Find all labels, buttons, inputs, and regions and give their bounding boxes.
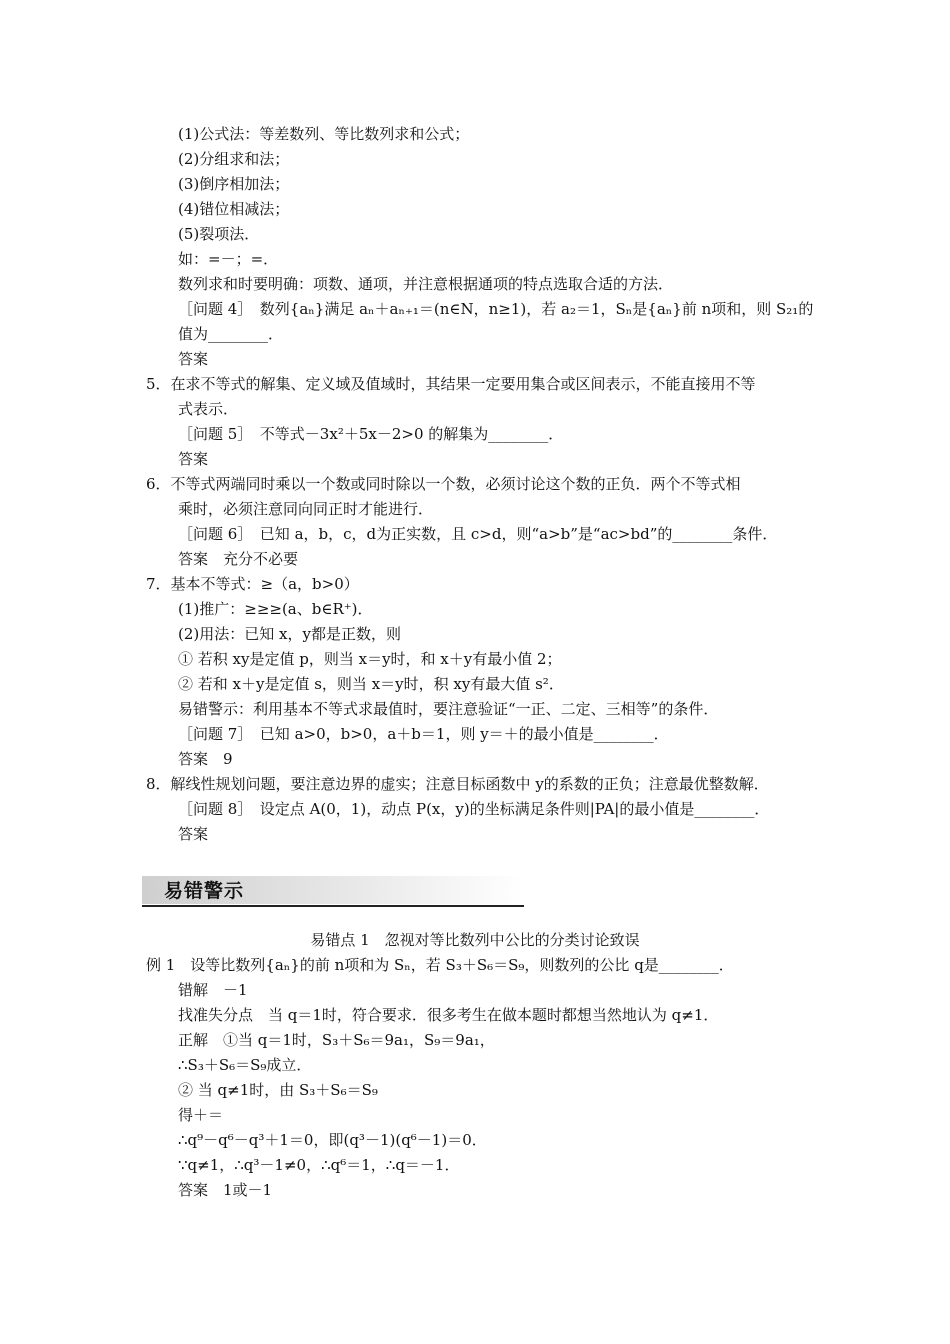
text-line: 式表示．: [178, 400, 239, 418]
text-line: ∴S₃＋S₆＝S₉成立．: [178, 1056, 312, 1074]
text-line: (2)分组求和法；: [178, 150, 290, 168]
text-line: (3)倒序相加法；: [178, 175, 290, 193]
text-line: ① 若积 xy是定值 p，则当 x＝y时，和 x＋y有最小值 2；: [178, 650, 562, 668]
answer-label: 答案: [178, 350, 209, 368]
question-7: ［问题 7］ 已知 a>0，b>0，a＋b＝1，则 y＝＋的最小值是________．: [178, 725, 669, 743]
item-5: 5．在求不等式的解集、定义域及值域时，其结果一定要用集合或区间表示，不能直接用不等: [146, 375, 756, 393]
text-line: 易错警示：利用基本不等式求最值时，要注意验证“一正、二定、三相等”的条件．: [178, 700, 719, 718]
answer-label: 答案: [178, 450, 209, 468]
item-7: 7．基本不等式：≥（a，b>0）: [146, 575, 359, 593]
text-line: 正解 ①当 q＝1时，S₃＋S₆＝9a₁，S₉＝9a₁，: [178, 1031, 495, 1049]
text-line: ∵q≠1，∴q³－1≠0，∴q⁶＝1，∴q＝－1．: [178, 1156, 460, 1174]
answer-label: 答案 1或－1: [178, 1181, 273, 1199]
question-4: ［问题 4］ 数列{aₙ}满足 aₙ＋aₙ₊₁＝(n∈N，n≥1)，若 a₂＝1，Sₙ是{aₙ}前 n项和，则 S₂₁的: [178, 300, 814, 318]
text-line: 如：=－；=．: [178, 250, 279, 268]
answer-label: 答案 9: [178, 750, 233, 768]
example-1: 例 1 设等比数列{aₙ}的前 n项和为 Sₙ，若 S₃＋S₆＝S₉，则数列的公比 q是________．: [146, 956, 734, 974]
text-line: 数列求和时要明确：项数、通项，并注意根据通项的特点选取合适的方法．: [178, 275, 674, 293]
text-line: 找准失分点 当 q＝1时，符合要求．很多考生在做本题时都想当然地认为 q≠1．: [178, 1006, 719, 1024]
answer-label: 答案: [178, 825, 209, 843]
text-line: (5)裂项法．: [178, 225, 260, 243]
item-8: 8．解线性规划问题，要注意边界的虚实；注意目标函数中 y的系数的正负；注意最优整数解．: [146, 775, 769, 793]
answer-label: 答案 充分不必要: [178, 550, 299, 568]
text-line: (1)推广：≥≥≥(a、b∈R⁺)．: [178, 600, 373, 618]
text-line: (1)公式法：等差数列、等比数列求和公式；: [178, 125, 470, 143]
text-line: 乘时，必须注意同向同正时才能进行．: [178, 500, 434, 518]
text-line: ② 若和 x＋y是定值 s，则当 x＝y时，积 xy有最大值 s²．: [178, 675, 564, 693]
text-line: 错解 －1: [178, 981, 248, 999]
section-heading-rule: [142, 905, 524, 907]
question-5: ［问题 5］ 不等式－3x²＋5x－2>0 的解集为________．: [178, 425, 564, 443]
text-line: ∴q⁹－q⁶－q³＋1＝0，即(q³－1)(q⁶－1)＝0．: [178, 1131, 487, 1149]
text-line: 得＋＝: [178, 1106, 224, 1124]
question-8: ［问题 8］ 设定点 A(0，1)，动点 P(x，y)的坐标满足条件则|PA|的最小值是________．: [178, 800, 770, 818]
item-6: 6．不等式两端同时乘以一个数或同时除以一个数，必须讨论这个数的正负．两个不等式相: [146, 475, 741, 493]
section-title: 易错警示: [164, 880, 245, 902]
section-subtitle: 易错点 1 忽视对等比数列中公比的分类讨论致误: [310, 931, 640, 949]
text-line: (4)错位相减法；: [178, 200, 290, 218]
question-6: ［问题 6］ 已知 a，b，c，d为正实数，且 c>d，则“a>b”是“ac>bd”的________条件．: [178, 525, 778, 543]
text-line: 值为________．: [178, 325, 284, 343]
text-line: ② 当 q≠1时，由 S₃＋S₆＝S₉: [178, 1081, 378, 1099]
text-line: (2)用法：已知 x，y都是正数，则: [178, 625, 401, 643]
